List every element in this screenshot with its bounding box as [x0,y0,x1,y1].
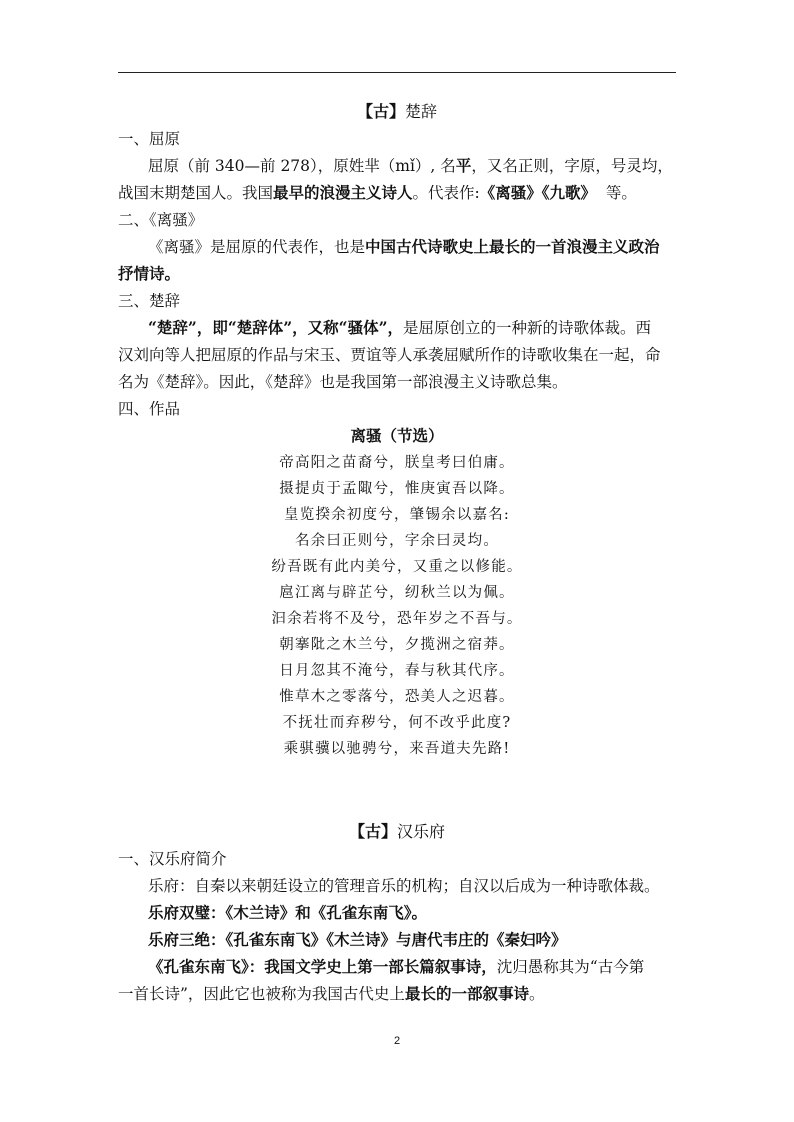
poem-title: 离骚（节选） [350,426,444,445]
poem-line: 纷吾既有此内美兮，又重之以修能。 [271,559,523,575]
heading-chuci: 三、楚辞 [118,292,181,310]
poem-line: 惟草木之零落兮，恐美人之迟暮。 [279,689,515,705]
poem-line: 名余曰正则兮，字余曰灵均。 [294,533,500,549]
paragraph-quyuan-line2: 战国末期楚国人。我国最早的浪漫主义诗人。代表作:《离骚》《九歌》 等。 [118,183,637,202]
paragraph-kongque-line2: 一首长诗”，因此它也被称为我国古代史上最长的一部叙事诗。 [118,984,545,1003]
paragraph-chuci-line3: 名为《楚辞》。因此，《楚辞》也是我国第一部浪漫主义诗歌总集。 [118,373,568,391]
heading-lisao: 二、《离骚》 [118,211,204,229]
poem-line: 扈江离与辟芷兮，纫秋兰以为佩。 [279,585,515,601]
heading-yuefu-intro: 一、汉乐府简介 [118,850,227,868]
header-rule [118,72,676,73]
paragraph-quyuan-line1: 屈原（前 340—前 278），原姓芈（mǐ）, 名平，又名正则，字原，号灵均， [148,156,673,175]
section-title-chuci: 【古】楚辞 [356,102,438,121]
paragraph-yuefu-definition: 乐府：自秦以来朝廷设立的管理音乐的机构；自汉以后成为一种诗歌体裁。 [148,877,660,895]
poem-line: 日月忽其不淹兮，春与秋其代序。 [279,663,515,679]
paragraph-chuci-line1: “楚辞”，即“楚辞体”，又称“骚体”，是屈原创立的一种新的诗歌体裁。西 [148,318,652,337]
heading-quyuan: 一、屈原 [118,130,181,148]
poem-line: 乘骐骥以驰骋兮，来吾道夫先路! [283,741,511,757]
page-number: 2 [393,1035,401,1047]
poem-line: 皇览揆余初度兮，肇锡余以嘉名: [284,507,510,523]
paragraph-lisao-line1: 《离骚》是屈原的代表作，也是中国古代诗歌史上最长的一首浪漫主义政治 [148,237,660,256]
paragraph-chuci-line2: 汉刘向等人把屈原的作品与宋玉、贾谊等人承袭屈赋所作的诗歌收集在一起，命 [118,346,661,364]
paragraph-kongque-line1: 《孔雀东南飞》：我国文学史上第一部长篇叙事诗，沈归愚称其为“古今第 [148,957,645,976]
poem-line: 不抚壮而弃秽兮，何不改乎此度? [282,715,512,731]
poem-line: 摄提贞于孟陬兮，惟庚寅吾以降。 [279,481,515,497]
paragraph-lisao-line2: 抒情诗。 [118,264,181,283]
poem-line: 朝搴阰之木兰兮，夕揽洲之宿莽。 [279,637,515,653]
paragraph-yuefu-three-masterpieces: 乐府三绝：《孔雀东南飞》《木兰诗》与唐代韦庄的《秦妇吟》 [148,930,567,949]
poem-line: 帝高阳之苗裔兮，朕皇考曰伯庸。 [279,455,515,471]
heading-works: 四、作品 [118,400,181,418]
paragraph-yuefu-twin-jade: 乐府双璧：《木兰诗》和《孔雀东南飞》。 [148,903,428,922]
section-title-hanyuefu: 【古】汉乐府 [348,822,446,841]
poem-line: 汩余若将不及兮，恐年岁之不吾与。 [271,611,523,627]
